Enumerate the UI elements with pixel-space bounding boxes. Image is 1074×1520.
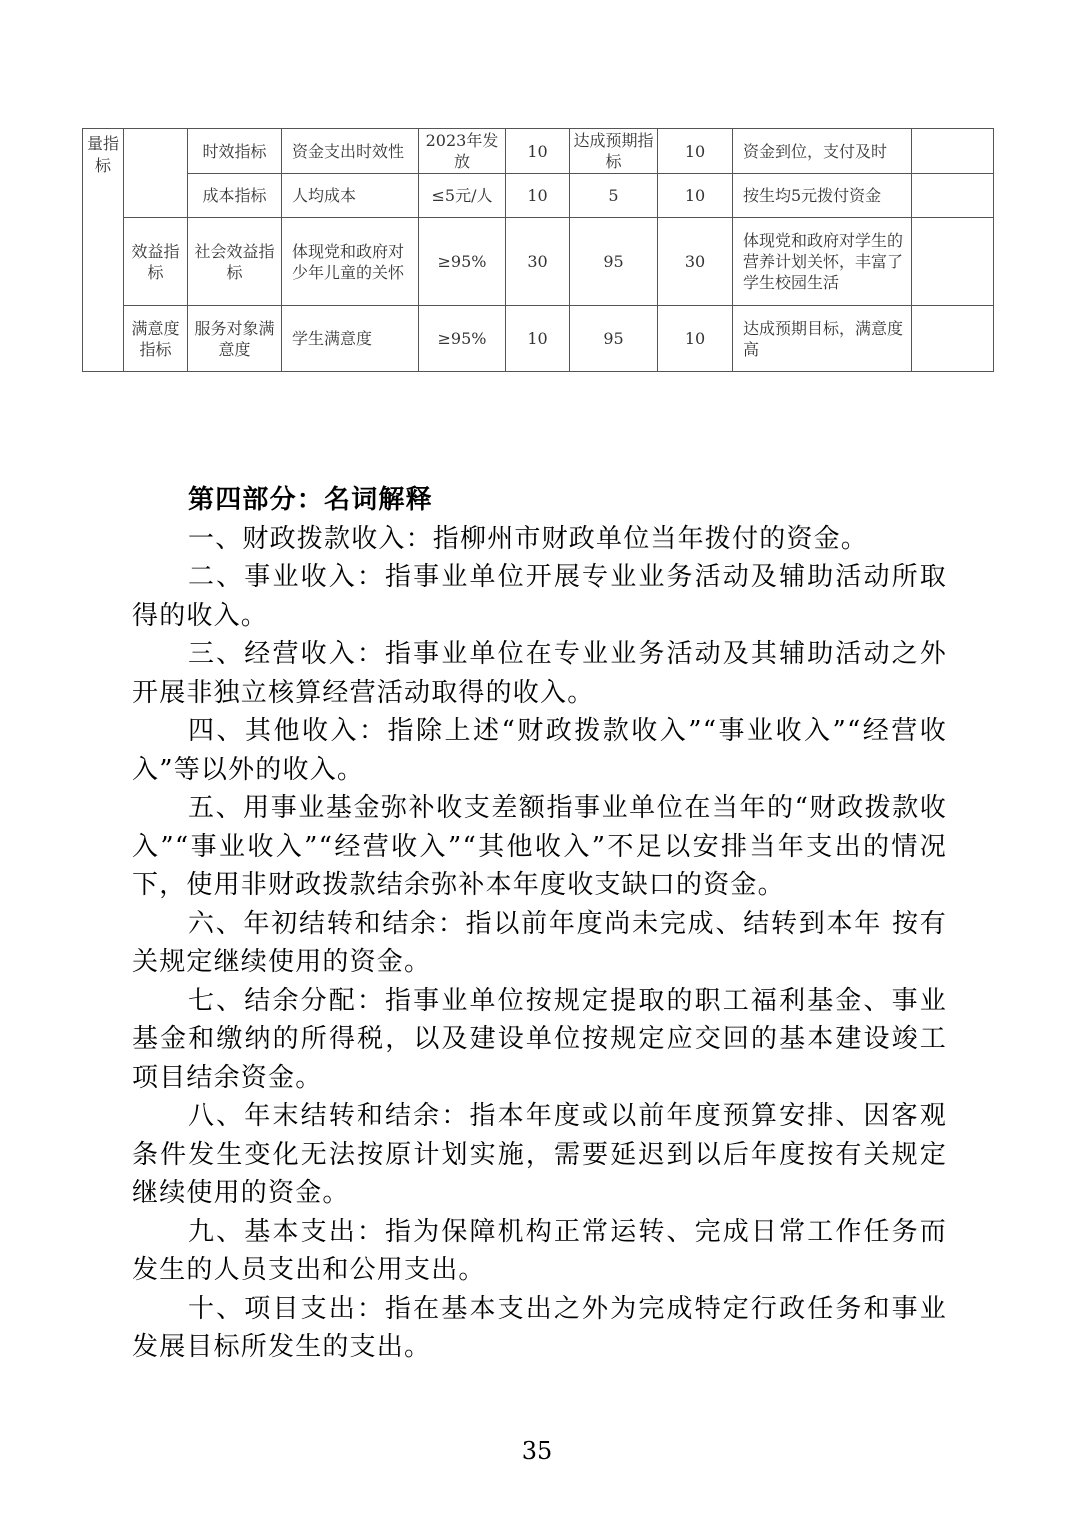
actual-value-cell: 95: [570, 306, 658, 372]
reason-cell: 体现党和政府对学生的营养计划关怀，丰富了学生校园生活: [733, 218, 912, 306]
weight-cell: 30: [506, 218, 570, 306]
score-cell: 10: [658, 306, 733, 372]
level2-indicator-cell: [124, 129, 188, 218]
table-row: [83, 218, 994, 306]
glossary-paragraph: 四、其他收入：指除上述“财政拨款收入”“事业收入”“经营收入”等以外的收入。: [132, 716, 947, 785]
actual-value-cell: 5: [570, 174, 658, 218]
glossary-paragraph: 五、用事业基金弥补收支差额指事业单位在当年的“财政拨款收入”“事业收入”“经营收入”“其他收入”不足以安排当年支出的情况下，使用非财政拨款结余弥补本年度收支缺口的资金。: [132, 793, 947, 900]
glossary-paragraph: 三、经营收入：指事业单位在专业业务活动及其辅助活动之外开展非独立核算经营活动取得的收入。: [132, 639, 947, 708]
level3-indicator-cell: 成本指标: [188, 174, 282, 218]
actual-value-cell: 达成预期指标: [570, 129, 658, 174]
target-value-cell: ≥95%: [419, 306, 506, 372]
table-row: [83, 174, 994, 218]
target-value-cell: ≥95%: [419, 218, 506, 306]
score-cell: 10: [658, 174, 733, 218]
target-value-cell: ≤5元/人: [419, 174, 506, 218]
indicator-cell: 学生满意度: [282, 306, 419, 372]
weight-cell: 10: [506, 306, 570, 372]
page-number: 35: [521, 1437, 553, 1465]
level3-indicator-cell: 时效指标: [188, 129, 282, 174]
remark-cell: [912, 306, 994, 372]
remark-cell: [912, 174, 994, 218]
weight-cell: 10: [506, 129, 570, 174]
glossary-paragraph: 十、项目支出：指在基本支出之外为完成特定行政任务和事业发展目标所发生的支出。: [132, 1293, 947, 1362]
glossary-paragraph: 九、基本支出：指为保障机构正常运转、完成日常工作任务而发生的人员支出和公用支出。: [132, 1216, 947, 1285]
level2-indicator-cell: 效益指标: [124, 218, 188, 306]
section-heading: 第四部分：名词解释: [188, 485, 433, 515]
glossary-paragraph: 二、事业收入：指事业单位开展专业业务活动及辅助活动所取得的收入。: [132, 562, 947, 631]
score-cell: 10: [658, 129, 733, 174]
level3-indicator-cell: 社会效益指标: [188, 218, 282, 306]
glossary-section: [132, 481, 947, 1367]
actual-value-cell: 95: [570, 218, 658, 306]
indicator-cell: 体现党和政府对少年儿童的关怀: [282, 218, 419, 306]
indicator-cell: 人均成本: [282, 174, 419, 218]
table-row: [83, 306, 994, 372]
glossary-paragraph: 七、结余分配：指事业单位按规定提取的职工福利基金、事业基金和缴纳的所得税，以及建设单位按规定应交回的基本建设竣工项目结余资金。: [132, 985, 947, 1093]
reason-cell: 按生均5元拨付资金: [733, 174, 912, 218]
weight-cell: 10: [506, 174, 570, 218]
level2-indicator-cell: 满意度指标: [124, 306, 188, 372]
glossary-paragraph: 六、年初结转和结余：指以前年度尚未完成、结转到本年 按有关规定继续使用的资金。: [132, 908, 947, 977]
table-row: [83, 129, 994, 174]
level3-indicator-cell: 服务对象满意度: [188, 306, 282, 372]
reason-cell: 资金到位，支付及时: [733, 129, 912, 174]
target-value-cell: 2023年发放: [419, 129, 506, 174]
remark-cell: [912, 218, 994, 306]
performance-indicator-table: [82, 128, 994, 372]
reason-cell: 达成预期目标，满意度高: [733, 306, 912, 372]
remark-cell: [912, 129, 994, 174]
indicator-cell: 资金支出时效性: [282, 129, 419, 174]
score-cell: 30: [658, 218, 733, 306]
glossary-paragraph: 一、财政拨款收入：指柳州市财政单位当年拨付的资金。: [188, 523, 869, 554]
glossary-paragraph: 八、年末结转和结余：指本年度或以前年度预算安排、因客观条件发生变化无法按原计划实施，需要延迟到以后年度按有关规定继续使用的资金。: [132, 1101, 947, 1208]
level1-indicator-cell: 量指标: [83, 129, 124, 372]
